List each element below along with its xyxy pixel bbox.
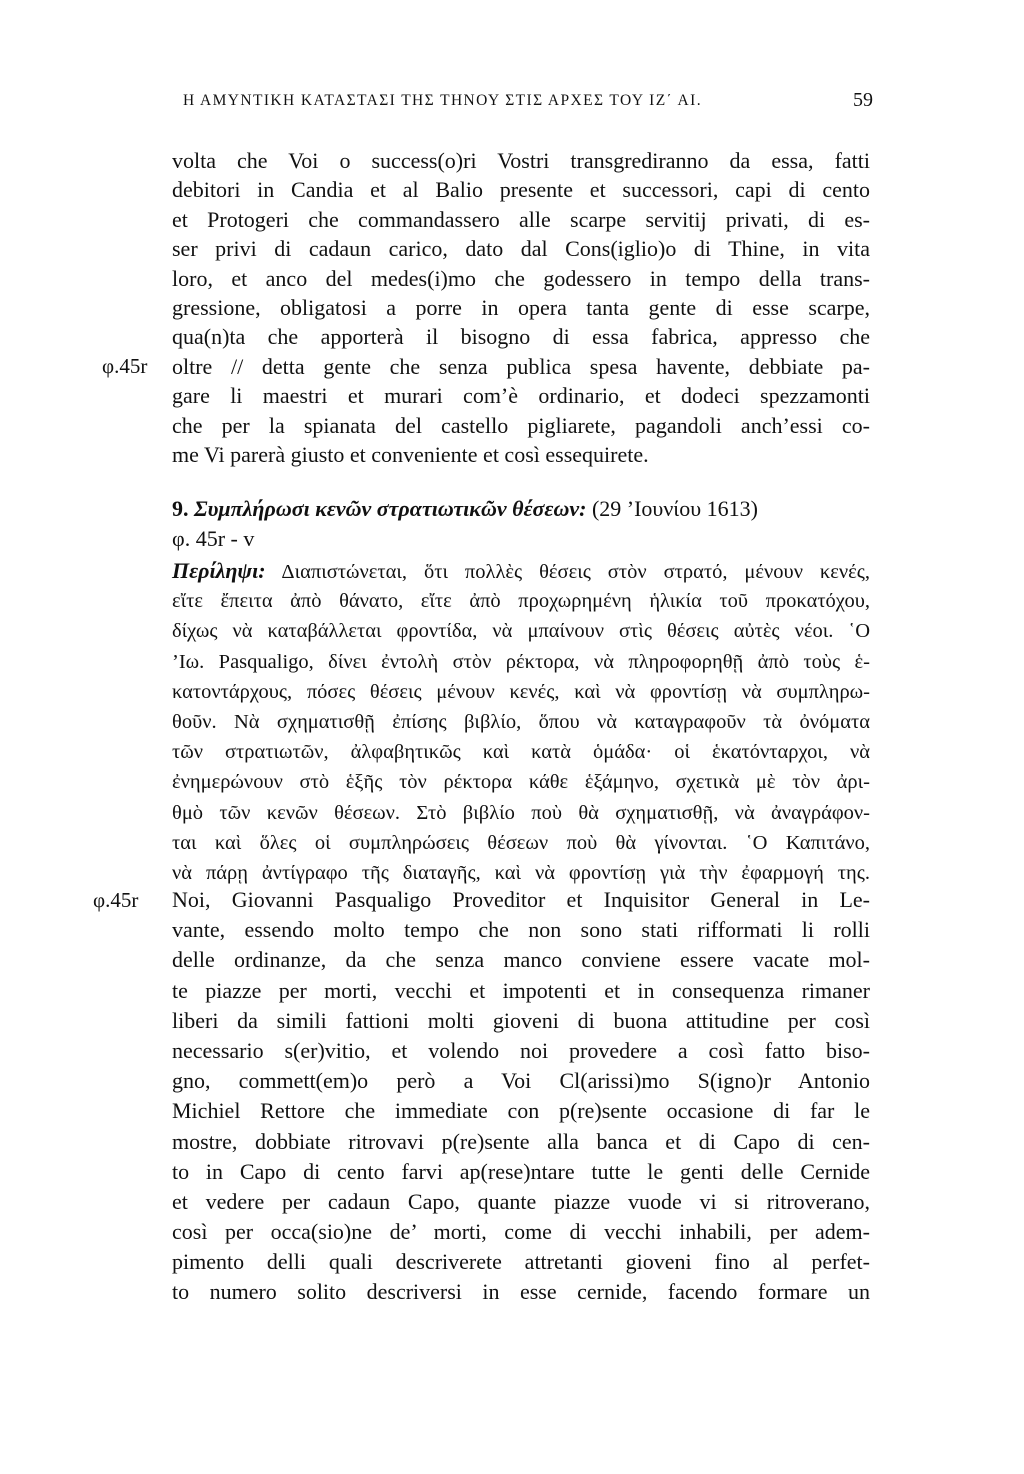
text-line: ται καὶ ὅλες οἱ συμπληρώσεις θέσεων ποὺ θὰ γίνονται. ῾Ο Καπιτάνο, [172,831,870,854]
text-line-with-folio [102,352,870,381]
text-line: et vedere per cadaun Capo, quante piazze vuode vi si ritroverano, [172,1188,870,1214]
running-head [183,89,873,120]
text-line: ἐνημερώνουν στὸ ἑξῆς τὸν ρέκτορα κάθε ἑξάμηνο, σχετικὰ μὲ τὸν ἀρι- [172,771,870,794]
section-number: 9. [172,496,189,521]
text-line: così per occa(sio)ne de’ morti, come di vecchi inhabili, per adem- [172,1219,870,1245]
text-line-with-folio [93,885,870,915]
text-line: pimento delli quali descriverete attretanti gioveni fino al perfet- [172,1249,870,1275]
text-line: κατοντάρχους, πόσες θέσεις μένουν κενές, καὶ νὰ φροντίσῃ νὰ συμπληρω- [172,680,870,703]
text-line: oltre // detta gente che senza publica spesa havente, debbiate pa- [172,353,870,379]
text-line: εἴτε ἔπειτα ἀπὸ θάνατο, εἴτε ἀπὸ προχωρημένη ἡλικία τοῦ προκατόχου, [172,590,870,613]
folio-margin-note: φ.45r [102,353,148,378]
text-line: vante, essendo molto tempo che non sono stati rifformati li rolli [172,917,870,943]
page-number: 59 [853,89,873,111]
text-line: debitori in Candia et al Balio presente et successori, capi di cento [172,177,870,203]
text-line: τῶν στρατιωτῶν, ἀλφαβητικῶς καὶ κατὰ ὁμάδα· οἱ ἑκατόνταρχοι, νὰ [172,741,870,764]
section-heading [172,494,870,524]
section-folio: φ. 45r - v [172,526,255,551]
folio-margin-note: φ.45r [93,888,139,912]
text-line: mostre, dobbiate ritrovavi p(re)sente alla banca et di Capo di cen- [172,1128,870,1154]
text-line: gare li maestri et murari com’è ordinario, et dodeci spezzamonti [172,383,870,409]
italian-text-top [102,146,870,469]
summary-block [172,556,870,888]
text-line: me Vi parerà giusto et conveniente et così essequirete. [172,441,649,467]
text-line: Noi, Giovanni Pasqualigo Proveditor et Inquisitor General in Le- [172,887,870,912]
text-line: gressione, obligatosi a porre in opera tanta gente di esse scarpe, [172,294,870,320]
text-line: to in Capo di cento farvi ap(rese)ntare tutte le genti delle Cernide [172,1158,870,1184]
text-line: te piazze per morti, vecchi et impotenti et in consequenza rimaner [172,977,870,1003]
text-line: gno, commett(em)o però a Voi Cl(arissi)mo S(igno)r Antonio [172,1068,870,1094]
text-line: necessario s(er)vitio, et volendo noi provedere a così fatto biso- [172,1037,870,1063]
text-line: ser privi di cadaun carico, dato dal Cons(iglio)o di Thine, in vita [172,236,870,262]
text-line: qua(n)ta che apporterà il bisogno di essa fabrica, appresso che [172,324,870,350]
text-line: volta che Voi o success(o)ri Vostri transgrediranno da essa, fatti [172,148,870,173]
italian-text-bottom [93,885,870,1308]
section-date: (29 ’Ιουνίου 1613) [591,496,758,521]
text-line: ’Ιω. Pasqualigo, δίνει ἐντολὴ στὸν ρέκτορα, νὰ πληροφορηθῇ ἀπὸ τοὺς ἑ- [172,650,870,673]
text-line: to numero solito descriversi in esse cernide, facendo formare un [172,1279,870,1305]
text-line: liberi da simili fattioni molti gioveni di buona attitudine per così [172,1007,870,1033]
text-line: δίχως νὰ καταβάλλεται φροντίδα, νὰ μπαίνουν στὶς θέσεις αὐτὲς νέοι. ῾Ο [172,620,870,643]
text-line: loro, et anco del medes(i)mo che godessero in tempo della trans- [172,265,870,291]
text-line: et Protogeri che commandassero alle scarpe servitij privati, di es- [172,206,870,232]
text-line: delle ordinanze, da che senza manco conviene essere vacate mol- [172,947,870,973]
text-line: θμὸ τῶν κενῶν θέσεων. Στὸ βιβλίο ποὺ θὰ σχηματισθῇ, νὰ ἀναγράφον- [172,801,870,824]
text-line: νὰ πάρῃ ἀντίγραφο τῆς διαταγῆς, καὶ νὰ φροντίσῃ γιὰ τὴν ἐφαρμογή της. [172,861,870,884]
text-line: Michiel Rettore che immediate con p(re)sente occasione di far le [172,1098,870,1124]
text-line: Διαπιστώνεται, ὅτι πολλὲς θέσεις στὸν στρατό, μένουν κενές, [281,561,870,583]
document-heading [172,494,870,554]
text-line: θοῦν. Νὰ σχηματισθῇ ἐπίσης βιβλίο, ὅπου νὰ καταγραφοῦν τὰ ὀνόματα [172,710,870,733]
text-line: che per la spianata del castello pigliarete, pagandoli anch’essi co- [172,412,870,438]
summary-label: Περίληψι: [172,558,266,583]
section-title: Συμπλήρωσι κενῶν στρατιωτικῶν θέσεων: [194,496,587,521]
summary-first-line [172,556,870,586]
running-title: Η ΑΜΥΝΤΙΚΗ ΚΑΤΑΣΤΑΣΙ ΤΗΣ ΤΗΝΟΥ ΣΤΙΣ ΑΡΧΕΣ ΤΟΥ ΙΖ΄ ΑΙ. [183,92,702,109]
